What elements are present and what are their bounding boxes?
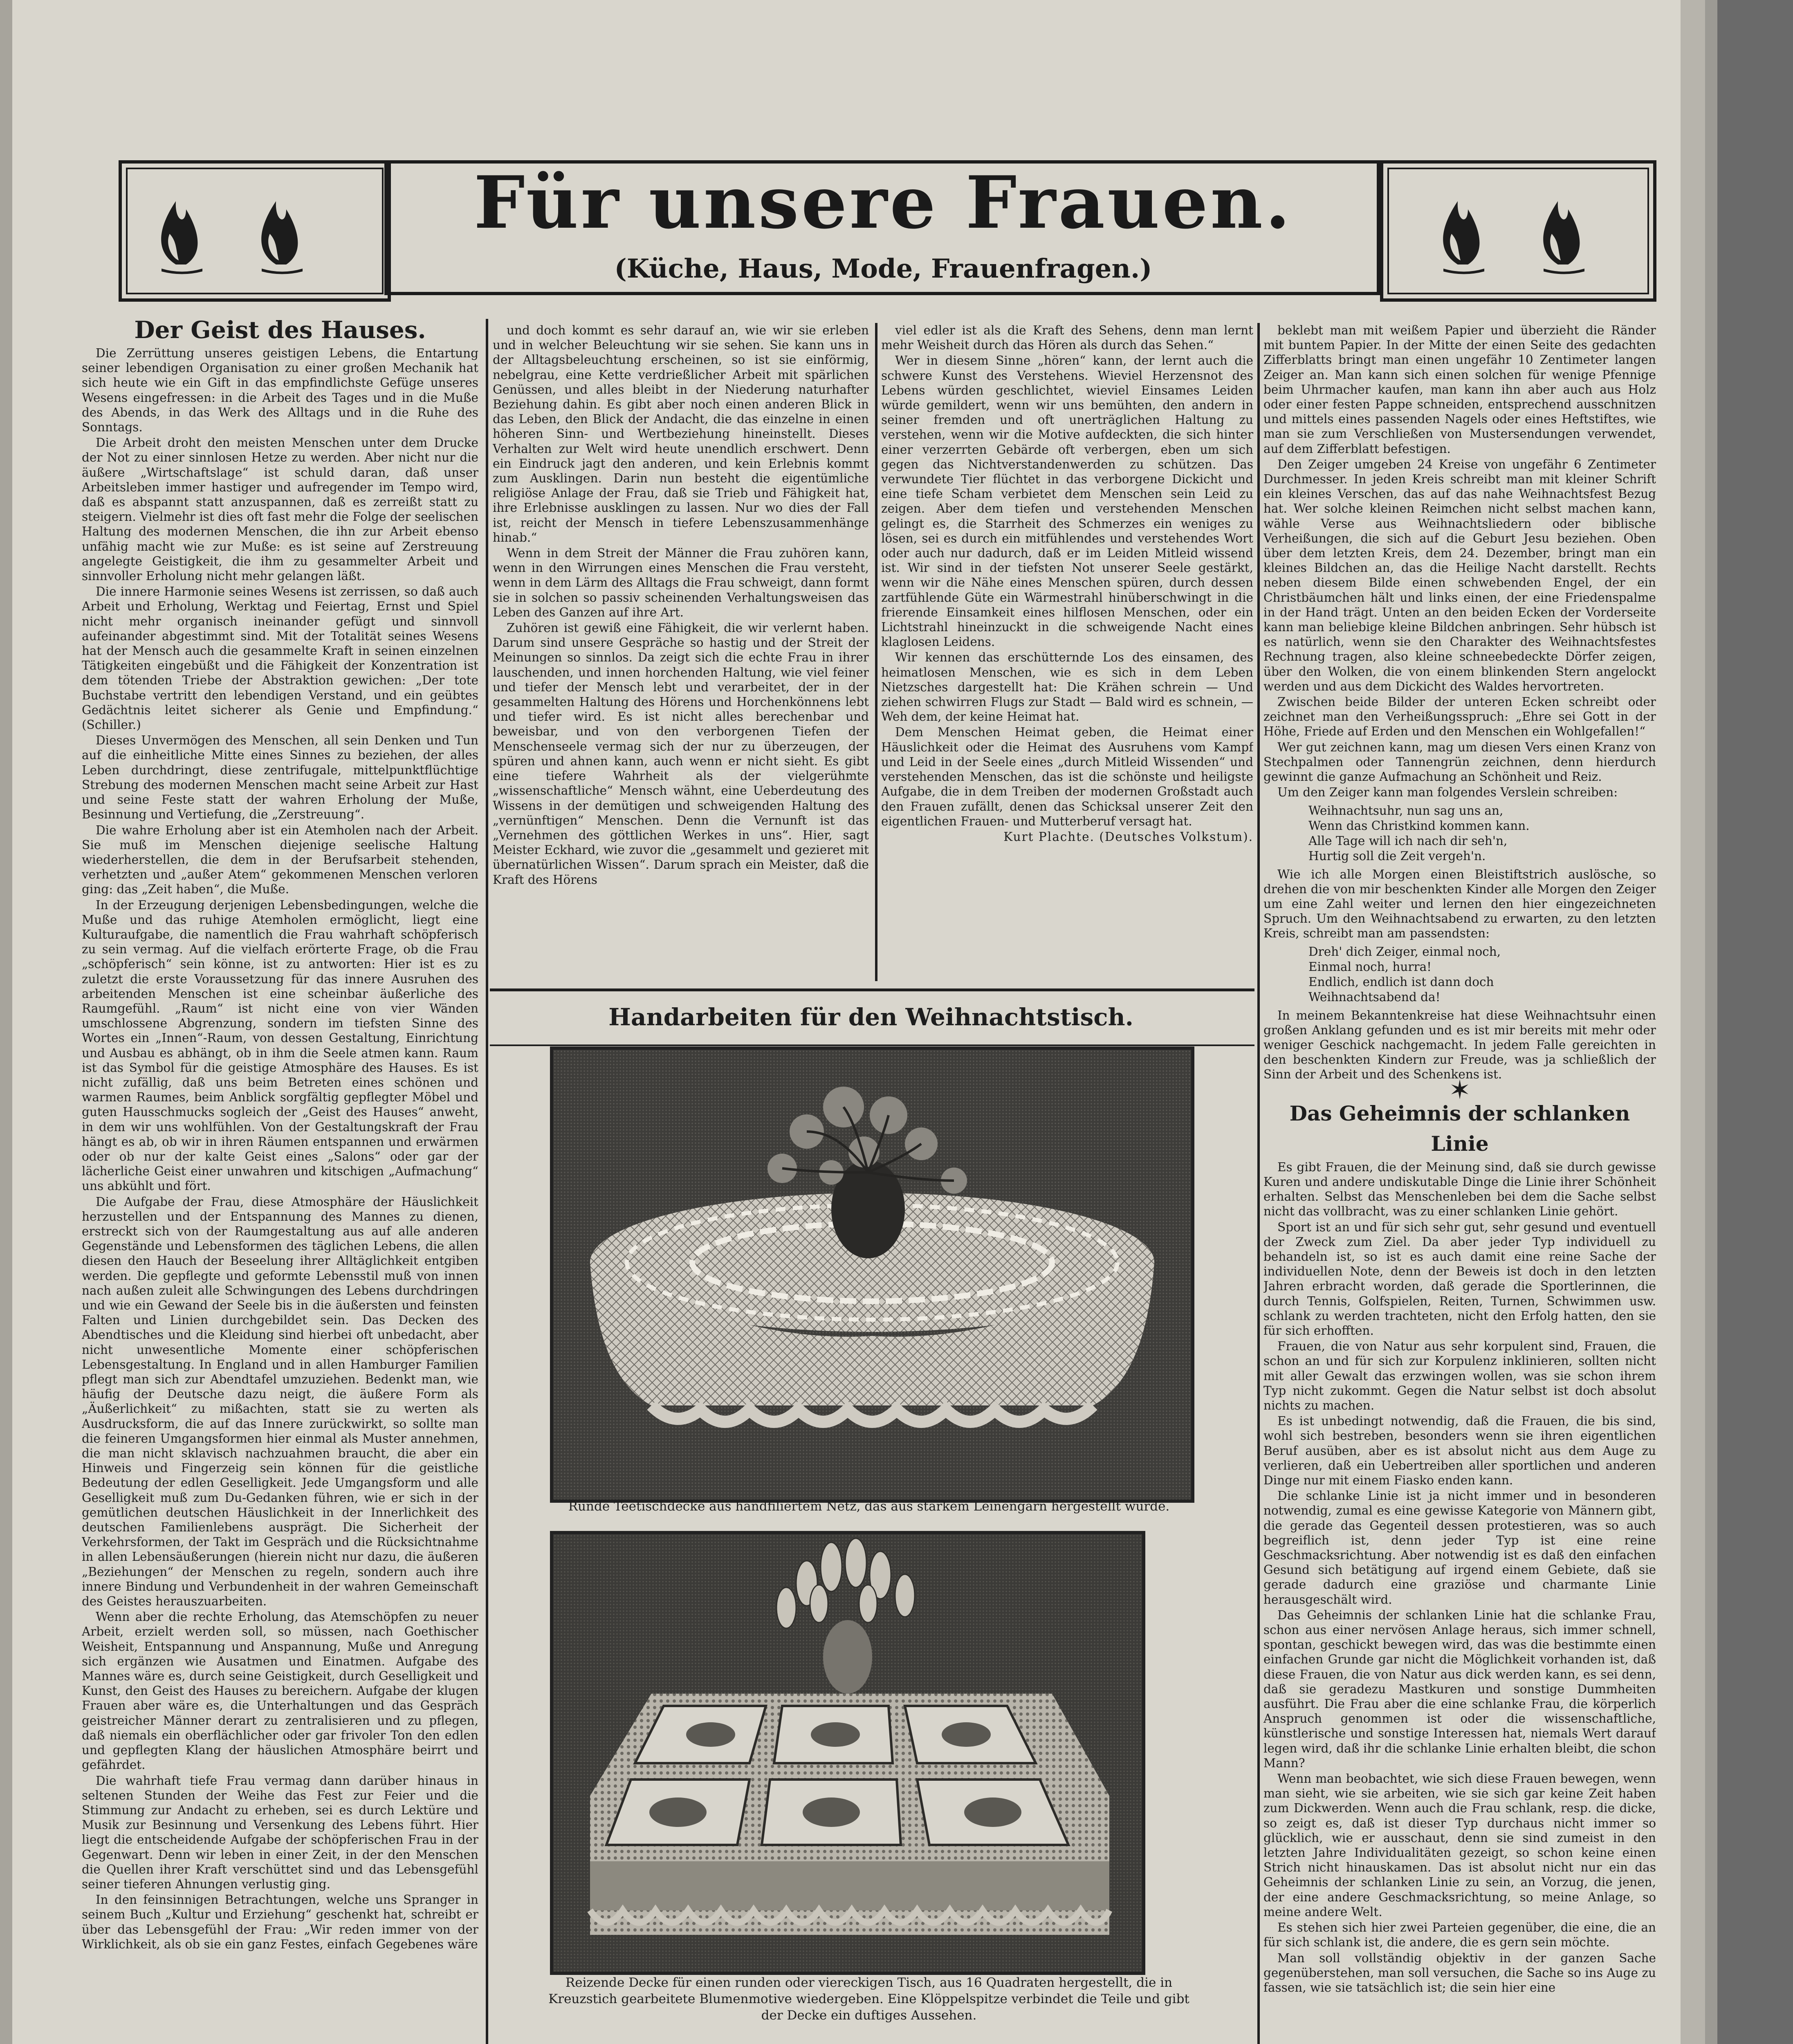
verse-line: Dreh' dich Zeiger, einmal noch, (1308, 944, 1501, 959)
tablecloth-photo-2 (550, 1531, 1145, 1975)
paragraph: Die Aufgabe der Frau, diese Atmosphäre der Häuslichkeit herzustellen und der Entspannung des Mannes zu dienen, erstreckt sich von der Raumgestaltung aus auf alle anderen Gegenstände und Lebensformen des täglichen Lebens, die allen diesen den Hauch der Beseelung ihrer Alltäglichkeit entgiben werden. Die gepflegte und geformte Lebensstil muß von innen nach außen zuleit alle Schwingungen des Lebens durchdringen und wie ein Gewand der Seele bis in die äußersten und feinsten Falten und Linien durchgebildet sein. Das Decken des Abendtisches und die Kleidung sind hierbei oft unbedacht, aber nicht unwesentliche Momente einer schöpferischen Lebensgestaltung. In England und in allen Hamburger Familien pflegt man sich zur Abendtafel umzuziehen. Bedenkt man, wie häufig der Deutsche dazu neigt, die äußere Form als „Äußerlichkeit“ zu mißachten, statt sie zu werten als Ausdrucksform, die auf das Innere zurückwirkt, so sollte man die feineren Umgangsformen hier einmal als Muster annehmen, die man nicht sklavisch nachzuahmen braucht, die aber ein Hinweis und Fingerzeig sein können für die geistliche Bedeutung der edlen Geselligkeit. Jede Umgangsform und alle Geselligkeit muß zum Du-Gedanken führen, wie er sich in der gemütlichen deutschen Häuslichkeit in der Innerlichkeit des deutschen Familienlebens ausprägt. Die Sicherheit der Verkehrsformen, der Takt im Gespräch und die Rücksichtnahme in allen Lebensäußerungen (hierein nicht nur dazu, die äußeren „Beziehungen“ der Menschen zu regeln, sondern auch ihre innere Bindung und Verbundenheit in der wahren Gemeinschaft des Geistes herauszuarbeiten. (82, 1195, 478, 1609)
paragraph: Die schlanke Linie ist ja nicht immer und in besonderen notwendig, zumal es eine gewisse Kategorie von Männern gibt, die gerade das Gegenteil dessen protestieren, was so auch begreiflich ist, denn jeder Typ ist eine reine Geschmacksrichtung. Aber notwendig ist es daß den einfachen Gesund sich betätigung auf irgend einem Gebiete, daß sie gerade dadurch eine graziöse und charmante Linie herausgeschält wird. (1263, 1489, 1656, 1607)
handarbeiten-title: Handarbeiten für den Weihnachtstisch. (608, 1003, 1133, 1031)
column-3 (881, 323, 1253, 985)
header-divider-left (384, 160, 388, 295)
paragraph: Die Arbeit droht den meisten Menschen unter dem Drucke der Not zu einer sinnlosen Hetze zu werden. Aber nicht nur die äußere „Wirtschaftslage“ ist schuld daran, daß unser Arbeitsleben immer hastiger und aufregender im Tempo wird, daß es abspannt statt anzuspannen, daß es zerreißt statt zu steigern. Vielmehr ist dies oft fast mehr die Folge der seelischen Haltung des modernen Menschen, die ihn zur Arbeit ebenso unfähig macht wie zur Muße: es ist seine auf Zerstreuung angelegte Geistigkeit, die ihm zu gesammelter Arbeit und sinnvoller Erholung nicht mehr gelangen läßt. (82, 436, 478, 583)
author-signature: Kurt Plachte. (Deutsches Volkstum). (1003, 829, 1253, 844)
paragraph: In meinem Bekanntenkreise hat diese Weihnachtsuhr einen großen Anklang gefunden und es ist mir bereits mit mehr oder weniger Geschick nachgemacht. In jedem Falle gereichten in den beschenkten Kindern zur Freude, was ja schließlich der Sinn der Arbeit und des Schenkens ist. (1263, 1008, 1656, 1082)
paragraph: Die innere Harmonie seines Wesens ist zerrissen, so daß auch Arbeit und Erholung, Werktag und Feiertag, Ernst und Spiel nicht mehr organisch ineinander gefügt und sinnvoll aufeinander abgestimmt sind. Mit der Totalität seines Wesens hat der Mensch auch die gesammelte Kraft in seinen einzelnen Tätigkeiten eingebüßt und die Fähigkeit der Konzentration ist dem tötenden Triebe der Abstraktion gewichen: „Der tote Buchstabe vertritt den lebendigen Verstand, und ein geübtes Gedächtnis leitet sicherer als Genie und Empfindung.“ (Schiller.) (82, 585, 478, 732)
paragraph: In den feinsinnigen Betrachtungen, welche uns Spranger in seinem Buch „Kultur und Erziehung“ geschenkt hat, schreibt er über das Lebensgefühl der Frau: „Wir reden immer von der Wirklichkeit, als ob sie ein ganz Festes, einfach Gegebenes wäre (82, 1893, 478, 1951)
flame-ornament-icon (1400, 177, 1629, 275)
paragraph: Es stehen sich hier zwei Parteien gegenüber, die eine, die an für sich schlank ist, die andere, die es gern sein möchte. (1263, 1921, 1656, 1950)
column-2 (493, 323, 869, 981)
paragraph: Sport ist an und für sich sehr gut, sehr gesund und eventuell der Zweck zum Ziel. Da aber jeder Typ individuell zu behandeln ist, so ist es auch damit eine reine Sache der individuellen Note, denn der Beweis ist doch in den letzten Jahren erbracht worden, daß gerade die Sportlerinnen, die durch Tennis, Golfspielen, Reiten, Turnen, Schwimmen usw. schlank zu werden trachteten, nicht den Erfolg hatten, den sie für sich erhofften. (1263, 1220, 1656, 1338)
paragraph: Wenn in dem Streit der Männer die Frau zuhören kann, wenn in den Wirrungen eines Menschen die Frau versteht, wenn in dem Lärm des Alltags die Frau schweigt, dann formt sie in solchen so passiv scheinenden Verhaltungsweisen das Leben des Ganzen auf ihre Art. (493, 546, 869, 619)
header-bottom-rule (384, 292, 1380, 295)
verse-line: Wenn das Christkind kommen kann. (1308, 818, 1530, 833)
page-stack-edge (1681, 0, 1705, 2044)
binding-edge (0, 0, 12, 2044)
article-title: Der Geist des Hauses. (134, 316, 426, 344)
verse-line: Weihnachtsabend da! (1308, 990, 1441, 1004)
paragraph: Dem Menschen Heimat geben, die Heimat einer Häuslichkeit oder die Heimat des Ausruhens vom Kampf und Leid in der Seele eines „durch Mitleid Wissenden“ und verstehenden Menschen, das ist die schönste und heiligste Aufgabe, die in dem Treiben der modernen Großstadt auch den Frauen zufällt, denen das Schicksal unserer Zeit den eigentlichen Frauen- und Mutterberuf versagt hat. (881, 725, 1253, 828)
paragraph: Wer gut zeichnen kann, mag um diesen Vers einen Kranz von Stechpalmen oder Tannengrün zeichnen, denn hierdurch gewinnt die ganze Aufmachung an Schönheit und Reiz. (1263, 740, 1656, 784)
column-1 (82, 315, 478, 2044)
paragraph: Zuhören ist gewiß eine Fähigkeit, die wir verlernt haben. Darum sind unsere Gespräche so hastig und der Streit der Meinungen so sinnlos. Da zeigt sich die echte Frau in ihrer lauschenden, und innen horchenden Haltung, wie viel feiner und tiefer der Mensch lebt und verarbeitet, der in der gesammelten Haltung des Hörens und Horchenkönnens lebt und tiefer wird. Es ist nicht alles berechenbar und beweisbar, und von den verborgenen Tiefen der Menschenseele vermag sich der nur zu überzeugen, der spüren und ahnen kann, auch wenn er nicht sieht. Es gibt eine tiefere Wahrheit als der vielgerühmte „wissenschaftliche“ Mensch wähnt, eine Ueberdeutung des Wissens in der demütigen und schweigenden Haltung des „vernünftigen“ Menschen. Denn die Vernunft ist das „Vernehmen des göttlichen Werkes in uns“. Hier, sagt Meister Eckhard, wie zuvor die „gesammelt und gezieret mit übernatürlichen Wissen“. Darum sprach ein Meister, daß die Kraft des Hörens (493, 621, 869, 887)
paragraph: In der Erzeugung derjenigen Lebensbedingungen, welche die Muße und das ruhige Atemholen ermöglicht, liegt eine Kulturaufgabe, die namentlich die Frau wahrhaft schöpferisch zu sein vermag. Auf die vielfach erörterte Frage, ob die Frau „schöpferisch“ sein könne, ist zu antworten: Hier ist es zu zuletzt die erste Voraussetzung für das innere Ausruhen des arbeitenden Menschen ist eine scheinbar äußerliche des Raumgefühl. „Raum“ ist nicht eine von vier Wänden umschlossene Abgrenzung, sondern im tiefsten Sinne des Wortes ein „Innen“-Raum, von dessen Gestaltung, Einrichtung und Ausbau es abhängt, ob in ihm die Seele atmen kann. Raum ist das Symbol für die geistige Atmosphäre des Hauses. Es ist nicht zufällig, daß uns beim Betreten eines schönen und warmen Raumes, beim Anblick sorgfältig gepflegter Möbel und guten Hausschmucks sogleich der „Geist des Hauses“ anweht, in dem wir uns wohlfühlen. Von der Gestaltungskraft der Frau hängt es ab, ob wir in ihren Räumen entspannen und erwärmen oder ob nur der kalte Geist eines „Salons“ oder gar der lächerliche Geist einer unwahren und kitschigen „Aufmachung“ uns abkühlt und fört. (82, 898, 478, 1193)
verse-line: Endlich, endlich ist dann doch (1308, 975, 1494, 989)
article-title: Das Geheimnis der schlanken Linie (1289, 1101, 1630, 1156)
paragraph: Frauen, die von Natur aus sehr korpulent sind, Frauen, die schon an und für sich zur Korpulenz inklinieren, sollten nicht mit aller Gewalt das erzwingen wollen, was sie schon ihrem Typ nicht zukommt. Gegen die Natur selbst ist doch absolut nichts zu machen. (1263, 1339, 1656, 1412)
photo-caption-2: Reizende Decke für einen runden oder viereckigen Tisch, aus 16 Quadraten hergestellt, die in Kreuzstich gearbeitete Blumenmotive wiedergeben. Eine Klöppelspitze verbindet die Teile und gibt der Decke ein duftiges Aussehen. (548, 1975, 1189, 2023)
paragraph: Wir kennen das erschütternde Los des einsamen, des heimatlosen Menschen, wie es sich in dem Leben Nietzsches dargestellt hat: Die Krähen schrein — Und ziehen schwirren Flugs zur Stadt — Bald wird es schnein, — Weh dem, der keine Heimat hat. (881, 650, 1253, 724)
section-header (119, 144, 1660, 303)
verse (1308, 803, 1656, 864)
horizontal-rule (490, 1044, 1254, 1046)
paragraph: Wer in diesem Sinne „hören“ kann, der lernt auch die schwere Kunst des Verstehens. Wieviel Herzensnot des Lebens würden geschlichtet, wieviel Einsames Leiden würde gemildert, wenn wir uns bemühten, den andern in seiner fremden und oft unerträglichen Haltung zu verstehen, wenn wir die Motive aufdeckten, die sich hinter einer verzerrten Gebärde oft verbergen, eben um sich gegen das Nichtverstandenwerden zu schützen. Das verwundete Tier flüchtet in das verborgene Dickicht und eine tiefe Scham verbietet dem Menschen sein Leid zu zeigen. Aber dem tiefen und verstehenden Menschen gelingt es, die Starrheit des Schmerzes ein weniges zu lösen, sei es durch ein mitfühlendes und verstehendes Wort oder auch nur dadurch, daß er im Leiden Mitleid wissend ist. Wir sind in der tiefsten Not unserer Seele gestärkt, wenn wir die Nähe eines Menschen spüren, durch dessen zartfühlende Güte ein Wärmestrahl hinüberschwingt in die frierende Einsamkeit eines hilflosen Menschen, oder ein Lichtstrahl hineinzuckt in die schweigende Nacht eines klaglosen Leidens. (881, 354, 1253, 649)
paragraph: Die Zerrüttung unseres geistigen Lebens, die Entartung seiner lebendigen Organisation zu einer großen Mechanik hat sich heute wie ein Gift in das empfindlichste Gefüge unseres Wesens eingefressen: in die Arbeit des Tages und in die Muße des Abends, in das Werk des Alltags und in die Ruhe des Sonntags. (82, 346, 478, 435)
page-stack-edge (1705, 0, 1717, 2044)
horizontal-rule (490, 988, 1254, 991)
verse-line: Einmal noch, hurra! (1308, 959, 1432, 974)
paragraph: Zwischen beide Bilder der unteren Ecken schreibt oder zeichnet man den Verheißungsspruch: „Ehre sei Gott in der Höhe, Friede auf Erden und den Menschen ein Wohlgefallen!“ (1263, 695, 1656, 739)
paragraph: und doch kommt es sehr darauf an, wie wir sie erleben und in welcher Beleuchtung wir sie sehen. Sie kann uns in der Alltagsbeleuchtung erscheinen, so ist sie einförmig, nebelgrau, eine Kette verdrießlicher Arbeit mit spärlichen Genüssen, und alles bleibt in der Niederung naturhafter Beziehung dahin. Es gibt aber noch einen anderen Blick in das Leben, den Blick der Andacht, die das einzelne in einen höheren Sinn- und Wertbeziehung hineinstellt. Dieses Verhalten zur Welt wird heute unendlich erschwert. Denn ein Eindruck jagt den anderen, und kein Erlebnis kommt zum Ausklingen. Darin nun besteht die eigentümliche religiöse Anlage der Frau, daß sie Trieb und Fähigkeit hat, ihre Erlebnisse ausklingen zu lassen. Nur wo dies der Fall ist, reicht der Mensch in tiefere Lebenszusammenhänge hinab.“ (493, 323, 869, 545)
paragraph: Man soll vollständig objektiv in der ganzen Sache gegenüberstehen, man soll versuchen, die Sache so ins Auge zu fassen, wie sie tatsächlich ist; die sein hier eine (1263, 1951, 1656, 1995)
column-rule (875, 323, 877, 981)
paragraph: Wenn aber die rechte Erholung, das Atemschöpfen zu neuer Arbeit, erzielt werden soll, so müssen, nach Goethischer Weisheit, Entspannung und Anspannung, Muße und Anregung sich ergänzen wie Ausatmen und Einatmen. Aufgabe des Mannes wäre es, durch seine Geistigkeit, durch Geselligkeit und Kunst, den Geist des Hauses zu bereichern. Aufgabe der klugen Frauen aber wäre es, die Unterhaltungen und das Gespräch geistreicher Männer derart zu zentralisieren und zu pflegen, daß niemals ein oberflächlicher oder gar frivoler Ton den edlen und gepflegten Klang der häuslichen Atmosphäre beirrt und gefährdet. (82, 1610, 478, 1772)
verse (1308, 944, 1656, 1005)
paragraph: Das Geheimnis der schlanken Linie hat die schlanke Frau, schon aus einer nervösen Anlage heraus, sich immer schnell, spontan, geschickt bewegen wird, das was die bestimmte einen einfachen Grunde gar nicht die Möglichkeit vorhanden ist, daß diese Frauen, die von Natur aus dick werden kann, es sei denn, daß sie geradezu Mastkuren und sonstige Dummheiten ausführt. Die Frau aber die eine schlanke Frau, die körperlich Anspruch genommen ist oder die wissenschaftliche, künstlerische und sonstige Interessen hat, niemals Wert darauf legen wird, daß ihr die schlanke Linie erhalten bleibt, die schon Mann? (1263, 1608, 1656, 1770)
verse-line: Hurtig soll die Zeit vergeh'n. (1308, 849, 1486, 863)
page-subtitle: (Küche, Haus, Mode, Frauenfragen.) (614, 253, 1152, 284)
column-rule (486, 319, 488, 2044)
flame-ornament-icon (137, 177, 366, 275)
page-title: Für unsere Frauen. (473, 160, 1293, 245)
verse-line: Alle Tage will ich nach dir seh'n, (1308, 834, 1508, 848)
tablecloth-photo-1 (550, 1047, 1194, 1503)
column-4 (1263, 323, 1656, 2044)
header-divider-right (1377, 160, 1380, 295)
star-ornament-icon: ✶ (1449, 1075, 1471, 1105)
paragraph: Wie ich alle Morgen einen Bleistiftstrich auslösche, so drehen die von mir beschenkten Kinder alle Morgen den Zeiger um eine Zahl weiter und lernen den hier eingezeichneten Spruch. Um den Weihnachtsabend zu erwarten, zu den letzten Kreis, schreibt man am passendsten: (1263, 867, 1656, 941)
paragraph: Es ist unbedingt notwendig, daß die Frauen, die bis sind, wohl sich bestreben, besonders wenn sie ihren eigentlichen Beruf ausüben, aber es ist absolut nicht aus dem Auge zu verlieren, daß ein Uebertreiben aller sportlichen und anderen Dinge nur mit einem Fiasko enden kann. (1263, 1414, 1656, 1487)
paragraph: beklebt man mit weißem Papier und überzieht die Ränder mit buntem Papier. In der Mitte der einen Seite des gedachten Zifferblatts bringt man einen ungefähr 10 Zentimeter langen Zeiger an. Man kann sich einen solchen für wenige Pfennige beim Uhrmacher kaufen, man kann ihn aber auch aus Holz oder einer festen Pappe schneiden, entsprechend ausschnitzen und mittels eines passenden Nagels oder eines Heftstiftes, wie man sie zum Verschließen von Mustersendungen verwendet, auf dem Zifferblatt befestigen. (1263, 323, 1656, 456)
column-rule (1257, 323, 1260, 2044)
scan-background (1717, 0, 1793, 2044)
paragraph: Dieses Unvermögen des Menschen, all sein Denken und Tun auf die einheitliche Mitte eines Sinnes zu beziehen, der alles Leben durchdringt, diese zentrifugale, mittelpunktflüchtige Strebung des modernen Menschen macht seine Arbeit zur Hast und seine Feste statt der wahren Erholung der Muße, Besinnung und Vertiefung, die „Zerstreuung“. (82, 733, 478, 822)
paragraph: Um den Zeiger kann man folgendes Verslein schreiben: (1277, 785, 1618, 800)
paragraph: Die wahrhaft tiefe Frau vermag dann darüber hinaus in seltenen Stunden der Weihe das Fest zur Feier und die Stimmung zur Andacht zu erheben, sei es durch Lektüre und Musik zur Besinnung und Versenkung des Lebens führt. Hier liegt die entscheidende Aufgabe der schöpferischen Frau in der Gegenwart. Denn wir leben in einer Zeit, in der den Menschen die Quellen ihrer Kraft verschüttet sind und das Lebensgefühl seiner tieferen Ahnungen verlustig ging. (82, 1773, 478, 1891)
paragraph: Wenn man beobachtet, wie sich diese Frauen bewegen, wenn man sieht, wie sie arbeiten, wie sie sich gar keine Zeit haben zum Dickwerden. Wenn auch die Frau schlank, resp. die dicke, so zeigt es, daß ist dieser Typ durchaus nicht immer so glücklich, wie er ausschaut, denn sie sind zumeist in den letzten Jahre Individualitäten gezeigt, so schon keine einen Strich nicht hinauskamen. Das ist absolut nicht nur ein das Geheimnis der schlanken Linie zu sein, an Vorzug, die jenen, der eine andere Geschmacksrichtung, so meine Anlage, so meine andere Welt. (1263, 1772, 1656, 1919)
verse-line: Weihnachtsuhr, nun sag uns an, (1308, 803, 1504, 818)
paragraph: Den Zeiger umgeben 24 Kreise von ungefähr 6 Zentimeter Durchmesser. In jeden Kreis schreibt man mit kleiner Schrift ein kleines Verschen, das auf das nahe Weihnachtsfest Bezug hat. Wer solche kleinen Reimchen nicht selbst machen kann, wähle Verse aus Weihnachtsliedern oder biblische Verheißungen, die sich auf die Geburt Jesu beziehen. Oben über dem letzten Kreis, dem 24. Dezember, bringt man ein kleines Bildchen an, das die Heilige Nacht darstellt. Rechts neben diesem Bilde einen schwebenden Engel, der ein Christbäumchen hält und links einen, der eine Friedenspalme in der Hand trägt. Unten an den beiden Ecken der Vorderseite kann man beliebige kleine Bildchen anbringen. Sehr hübsch ist es natürlich, wenn sie den Charakter des Weihnachtsfestes Rechnung tragen, also kleine schneebedeckte Dörfer zeigen, über den Wolken, die von einem blinkenden Stern angelockt werden und aus dem Dickicht des Waldes hervortreten. (1263, 457, 1656, 693)
paragraph: Die wahre Erholung aber ist ein Atemholen nach der Arbeit. Sie muß im Menschen diejenige seelische Haltung wiederherstellen, die dem in der Berufsarbeit stehenden, verhetzten und „außer Atem“ gekommenen Menschen verloren ging: das „Zeit haben“, die Muße. (82, 823, 478, 896)
photo-caption-1: Runde Teetischdecke aus handfiliertem Netz, das aus starkem Leinengarn hergestellt wurde. (568, 1499, 1170, 1514)
paragraph: Es gibt Frauen, die der Meinung sind, daß sie durch gewisse Kuren und andere undiskutable Dinge die Linie ihrer Schönheit erhalten. Selbst das Menschenleben bei dem die Sache selbst nicht das vollbracht, was zu einer schlanken Linie gehört. (1263, 1160, 1656, 1219)
paragraph: viel edler ist als die Kraft des Sehens, denn man lernt mehr Weisheit durch das Hören als durch das Sehen.“ (881, 323, 1253, 352)
